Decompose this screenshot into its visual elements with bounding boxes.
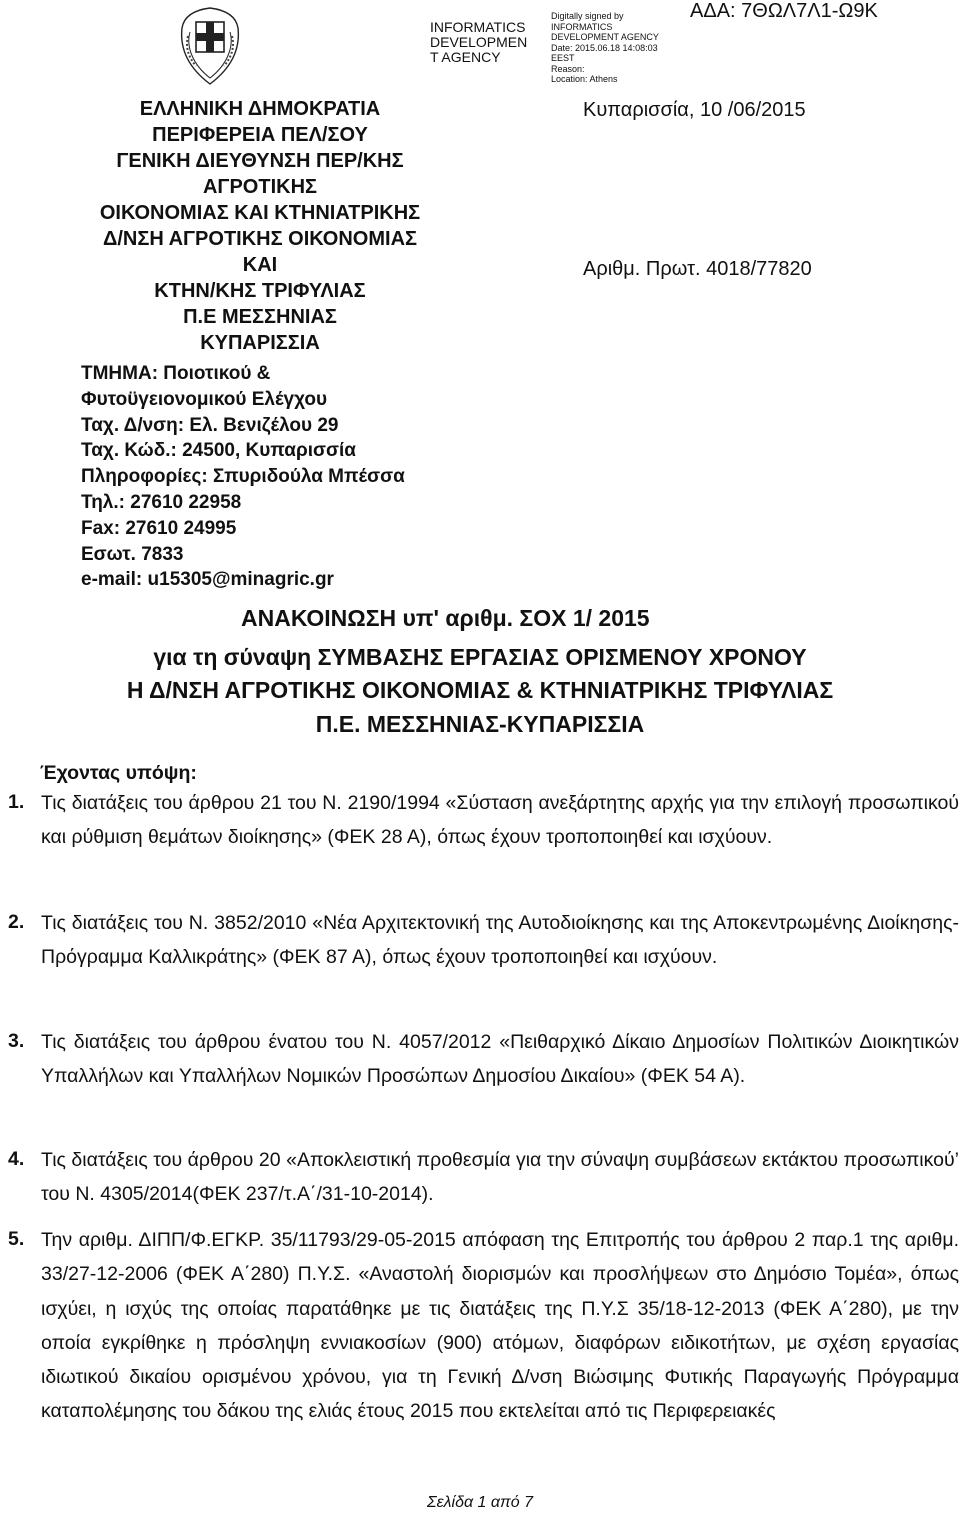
contact-line: Πληροφορίες: Σπυριδούλα Μπέσσα (81, 466, 405, 488)
item-number: 5. (8, 1228, 25, 1250)
signature-detail-line: INFORMATICS (551, 21, 613, 32)
signature-name-line: DEVELOPMEN (430, 34, 528, 50)
item-text: Τις διατάξεις του άρθρου ένατου του Ν. 4057/2012 «Πειθαρχικό Δίκαιο Δημοσίων Πολιτικών Διοικητικών Υπαλλήλων και Υπαλλήλων Νομικών Προσώπων Δημοσίου Δικαίου» (ΦΕΚ 54 Α). (41, 1031, 959, 1088)
item-number: 4. (8, 1148, 25, 1170)
contact-line: Fax: 27610 24995 (81, 517, 237, 539)
announcement-subtitle: για τη σύναψη ΣΥΜΒΑΣΗΣ ΕΡΓΑΣΙΑΣ ΟΡΙΣΜΕΝΟΥ ΧΡΟΝΟΥ (153, 644, 807, 670)
header-line: Π.Ε ΜΕΣΣΗΝΙΑΣ (183, 306, 337, 328)
announcement-title: ΑΝΑΚΟΙΝΩΣΗ υπ' αριθμ. ΣΟΧ 1/ 2015 (241, 605, 650, 631)
item-number: 1. (8, 791, 25, 813)
header-line: ΚΑΙ (242, 254, 278, 276)
contact-line: Φυτοϋγειονομικού Ελέγχου (81, 388, 328, 410)
announcement-subtitle: Η Δ/ΝΣΗ ΑΓΡΟΤΙΚΗΣ ΟΙΚΟΝΟΜΙΑΣ & ΚΤΗΝΙΑΤΡΙΚΗΣ ΤΡΙΦΥΛΙΑΣ (126, 677, 834, 703)
item-text: Την αριθμ. ΔΙΠΠ/Φ.ΕΓΚΡ. 35/11793/29-05-2015 απόφαση της Επιτροπής του άρθρου 2 παρ.1 της αριθμ. 33/27-12-2006 (ΦΕΚ Α΄280) Π.Υ.Σ. «Αναστολή διορισμών και προσλήψεων στο Δημόσιο Τομέα», όπως ισχύει, η ισχύς της οποίας παρατάθηκε με τις διατάξεις της Π.Υ.Σ 35/18-12-2013 (ΦΕΚ Α΄280), με την οποία εγκρίθηκε η πρόσληψη εννιακοσίων (900) ατόμων, διαφόρων ειδικοτήτων, με σχέση εργασίας ιδιωτικού δικαίου ορισμένου χρόνου, για τη Γενική Δ/νση Βιώσιμης Φυτικής Παραγωγής Πρόγραμμα καταπολέμησης του δάκου της ελιάς έτους 2015 που εκτελείται από τις Περιφερειακές (41, 1229, 959, 1423)
contact-line: Τηλ.: 27610 22958 (81, 491, 242, 513)
contact-block (81, 361, 405, 593)
item-text: Τις διατάξεις του άρθρου 21 του Ν. 2190/1994 «Σύσταση ανεξάρτητης αρχής για την επιλογή προσωπικού και ρύθμιση θεμάτων διοίκησης» (ΦΕΚ 28 Α), όπως έχουν τροποποιηθεί και ισχύουν. (41, 792, 959, 849)
page-footer: Σελίδα 1 από 7 (427, 1494, 533, 1511)
signature-detail-line: Digitally signed by (551, 11, 624, 21)
signature-details (551, 11, 659, 85)
header-line: Δ/ΝΣΗ ΑΓΡΟΤΙΚΗΣ ΟΙΚΟΝΟΜΙΑΣ (102, 228, 418, 250)
signature-detail-line: Reason: (551, 63, 585, 74)
header-line: ΚΥΠΑΡΙΣΣΙΑ (200, 332, 320, 354)
contact-line: Εσωτ. 7833 (81, 543, 184, 565)
header-line: ΕΛΛΗΝΙΚΗ ΔΗΜΟΚΡΑΤΙΑ (139, 98, 381, 120)
announcement-subtitle: Π.Ε. ΜΕΣΣΗΝΙΑΣ-ΚΥΠΑΡΙΣΣΙΑ (315, 711, 645, 737)
header-line: ΚΤΗΝ/ΚΗΣ ΤΡΙΦΥΛΙΑΣ (154, 280, 366, 302)
contact-line: e-mail: u15305@minagric.gr (81, 569, 334, 591)
item-number: 3. (8, 1030, 25, 1052)
place-date: Κυπαρισσία, 10 /06/2015 (583, 99, 806, 121)
item-number: 2. (8, 911, 25, 933)
item-text: Τις διατάξεις του άρθρου 20 «Αποκλειστική προθεσμία για την σύναψη συμβάσεων εκτάκτου προσωπικού’ του Ν. 4305/2014(ΦΕΚ 237/τ.Α΄/31-10-2014). (41, 1149, 959, 1206)
item-text: Τις διατάξεις του Ν. 3852/2010 «Νέα Αρχιτεκτονική της Αυτοδιοίκησης και της Αποκεντρωμένης Διοίκησης- Πρόγραμμα Καλλικράτης» (ΦΕΚ 87 Α), όπως έχουν τροποποιηθεί και ισχύουν. (41, 912, 959, 969)
contact-line: ΤΜΗΜΑ: Ποιοτικού & (81, 363, 271, 384)
signature-name-line: INFORMATICS (430, 19, 526, 35)
ada-code: ΑΔΑ: 7ΘΩΛ7Λ1-Ω9Κ (690, 0, 878, 22)
signature-detail-line: EEST (551, 53, 575, 63)
signature-detail-line: Date: 2015.06.18 14:08:03 (551, 42, 658, 53)
header-line: ΑΓΡΟΤΙΚΗΣ (202, 176, 318, 198)
signature-name-line: T AGENCY (430, 49, 501, 65)
header-line: ΠΕΡΙΦΕΡΕΙΑ ΠΕΛ/ΣΟΥ (152, 124, 368, 146)
contact-line: Ταχ. Κώδ.: 24500, Κυπαρισσία (81, 440, 356, 462)
header-line: ΟΙΚΟΝΟΜΙΑΣ ΚΑΙ ΚΤΗΝΙΑΤΡΙΚΗΣ (99, 202, 421, 224)
signature-name (430, 20, 527, 65)
header-line: ΓΕΝΙΚΗ ΔΙΕΥΘΥΝΣΗ ΠΕΡ/ΚΗΣ (116, 150, 404, 172)
contact-line: Ταχ. Δ/νση: Ελ. Βενιζέλου 29 (81, 414, 339, 436)
protocol-number: Αριθμ. Πρωτ. 4018/77820 (583, 258, 812, 280)
greek-emblem-icon (176, 6, 244, 86)
authority-header (0, 96, 520, 356)
signature-detail-line: Location: Athens (551, 74, 618, 84)
signature-detail-line: DEVELOPMENT AGENCY (551, 32, 659, 42)
considering-heading: Έχοντας υπόψη: (40, 762, 197, 784)
